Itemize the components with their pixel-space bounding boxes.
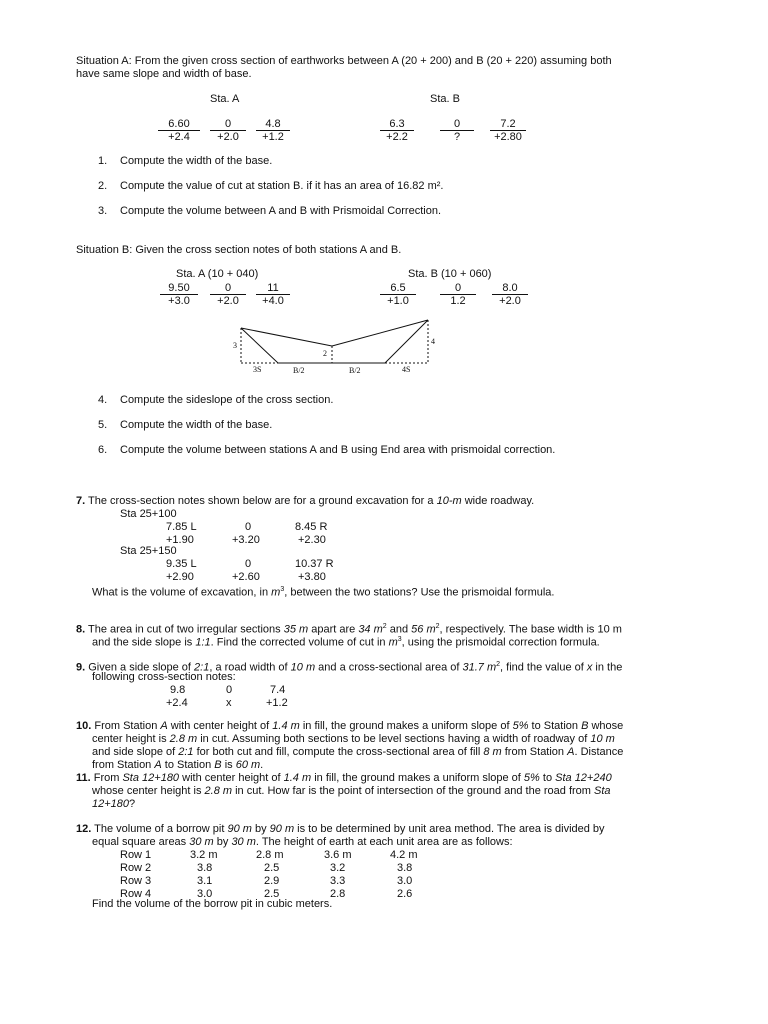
superscript: 2 bbox=[496, 661, 501, 668]
left-height-label: 3 bbox=[233, 341, 237, 350]
fraction-numerator: 6.3 bbox=[380, 118, 414, 131]
table-cell: Row 4 bbox=[120, 888, 152, 900]
fraction-numerator: 0 bbox=[440, 118, 474, 131]
text: A bbox=[160, 720, 168, 732]
question-1 bbox=[98, 155, 272, 168]
problem-10-line4 bbox=[92, 759, 263, 772]
note-cell: +2.90 bbox=[166, 571, 194, 583]
note-cell: +2.60 bbox=[232, 571, 260, 583]
text: from Station bbox=[92, 759, 155, 771]
text: in cut. How far is the point of intersection of the ground and the road from bbox=[232, 785, 595, 797]
text: , between the two stations? Use the prismoidal formula. bbox=[284, 586, 555, 599]
superscript: 3 bbox=[397, 636, 402, 643]
text: in cut. Assuming both sections to be level sections having a width of roadway of bbox=[197, 733, 591, 745]
fraction-numerator: 9.50 bbox=[160, 282, 198, 295]
roadbed-outline bbox=[241, 320, 428, 363]
text: for both cut and fill, compute the cross-sectional area of fill bbox=[193, 746, 484, 758]
note-cell: 7.85 L bbox=[166, 521, 197, 533]
text: From Station bbox=[91, 720, 161, 732]
text: , a road width of bbox=[209, 661, 291, 674]
sta-b-fraction-right bbox=[492, 282, 528, 307]
table-cell: 3.3 bbox=[330, 875, 346, 887]
fraction-denominator: +2.2 bbox=[386, 131, 408, 143]
superscript: 2 bbox=[382, 623, 387, 630]
situation-b-sta-b-label: Sta. B (10 + 060) bbox=[408, 268, 492, 280]
text: The area in cut of two irregular sections bbox=[85, 623, 284, 636]
note-cell: 7.4 bbox=[270, 684, 286, 696]
question-text: Compute the width of the base. bbox=[120, 419, 273, 431]
question-number: 5. bbox=[98, 419, 108, 431]
table-cell: 3.0 bbox=[397, 875, 413, 887]
fraction-denominator: +2.4 bbox=[168, 131, 190, 143]
text: The volume of a borrow pit bbox=[91, 823, 228, 835]
problem-number: 8. bbox=[76, 623, 86, 636]
note-cell: 8.45 R bbox=[295, 521, 328, 533]
text: , find the value of bbox=[500, 661, 587, 674]
half-base-right-label: B/2 bbox=[349, 366, 361, 375]
note-cell: +2.4 bbox=[166, 697, 188, 709]
table-cell: Row 2 bbox=[120, 862, 152, 874]
text: Sta bbox=[594, 785, 611, 797]
text: A bbox=[567, 746, 575, 758]
sta-b-fraction-left bbox=[380, 118, 414, 143]
fraction-numerator: 0 bbox=[210, 282, 246, 295]
question-text: Compute the volume between stations A and B using End area with prismoidal correction. bbox=[120, 444, 556, 456]
fraction-denominator: +2.80 bbox=[494, 131, 522, 143]
fraction-numerator: 4.8 bbox=[256, 118, 290, 131]
problem-10-line1 bbox=[76, 720, 623, 733]
table-cell: 2.6 bbox=[397, 888, 413, 900]
text: whose bbox=[588, 720, 624, 732]
note-cell: 9.35 L bbox=[166, 558, 197, 570]
text: From bbox=[90, 772, 123, 784]
problem-number: 10. bbox=[76, 720, 92, 732]
table-cell: 2.9 bbox=[264, 875, 280, 887]
table-cell: 4.2 m bbox=[390, 849, 418, 861]
text: in the bbox=[592, 661, 623, 674]
text: in fill, the ground makes a uniform slope of bbox=[311, 772, 524, 784]
situation-a-sta-a-label: Sta. A bbox=[210, 93, 240, 105]
sta-a-fraction-left bbox=[158, 118, 200, 143]
text: 1.4 m bbox=[272, 720, 300, 732]
question-text: Compute the value of cut at station B. if it has an area of 16.82 m². bbox=[120, 180, 444, 192]
problem-7-statement bbox=[76, 495, 534, 508]
fraction-numerator: 11 bbox=[256, 282, 290, 295]
text: from Station bbox=[501, 746, 568, 758]
table-cell: 3.2 bbox=[330, 862, 346, 874]
text: Given a side slope of bbox=[85, 661, 195, 674]
text: 1:1 bbox=[195, 636, 211, 649]
question-number: 3. bbox=[98, 205, 108, 217]
sta-a-fraction-left bbox=[160, 282, 198, 307]
text: to bbox=[539, 772, 556, 784]
question-5 bbox=[98, 419, 272, 432]
center-height-label: 2 bbox=[323, 349, 327, 358]
fraction-denominator: +1.2 bbox=[262, 131, 284, 143]
table-cell: 3.0 bbox=[197, 888, 213, 900]
question-4 bbox=[98, 394, 333, 407]
text: 2.8 m bbox=[204, 785, 233, 797]
text: , using the prismoidal correction formula. bbox=[401, 636, 600, 649]
text: 90 m bbox=[227, 823, 252, 835]
problem-11-line2 bbox=[92, 785, 611, 798]
problem-11-line3 bbox=[92, 798, 135, 811]
text: 56 m bbox=[411, 623, 436, 636]
problem-number: 9. bbox=[76, 661, 86, 674]
sta-b-fraction-left bbox=[380, 282, 416, 307]
text: 12+180 bbox=[92, 798, 130, 810]
problem-10-line3 bbox=[92, 746, 623, 759]
question-number: 6. bbox=[98, 444, 108, 456]
fraction-denominator: 1.2 bbox=[450, 295, 466, 307]
note-cell: x bbox=[226, 697, 232, 709]
text: 10-m bbox=[436, 495, 462, 507]
text: ? bbox=[129, 798, 136, 810]
fraction-numerator: 6.60 bbox=[158, 118, 200, 131]
text: m bbox=[271, 586, 281, 599]
text: What is the volume of excavation, in bbox=[92, 586, 272, 599]
superscript: 2 bbox=[435, 623, 440, 630]
ground-line-left bbox=[241, 328, 332, 346]
fraction-numerator: 0 bbox=[210, 118, 246, 131]
superscript: 3 bbox=[280, 586, 285, 593]
text: is to be determined by unit area method. The area is divided by bbox=[294, 823, 605, 835]
sta-a-fraction-right bbox=[256, 118, 290, 143]
text: 30 m bbox=[231, 836, 256, 848]
text: 8 m bbox=[483, 746, 502, 758]
sta-a-fraction-center bbox=[210, 282, 246, 307]
table-cell: 3.6 m bbox=[324, 849, 352, 861]
table-cell: 3.8 bbox=[197, 862, 213, 874]
text: m bbox=[388, 636, 398, 649]
text: 5% bbox=[512, 720, 529, 732]
text: with center height of bbox=[167, 720, 273, 732]
question-6 bbox=[98, 444, 555, 457]
problem-9-line2: following cross-section notes: bbox=[92, 671, 236, 683]
table-cell: 2.8 m bbox=[256, 849, 284, 861]
question-number: 1. bbox=[98, 155, 108, 167]
question-text: Compute the sideslope of the cross section. bbox=[120, 394, 334, 406]
note-cell: 9.8 bbox=[170, 684, 186, 696]
right-slope-label: 4S bbox=[402, 365, 411, 374]
table-cell: Row 3 bbox=[120, 875, 152, 887]
fraction-numerator: 6.5 bbox=[380, 282, 416, 295]
cross-section-diagram bbox=[228, 316, 440, 380]
station-label: Sta 25+100 bbox=[120, 508, 177, 520]
question-text: Compute the width of the base. bbox=[120, 155, 273, 167]
problem-12-line1 bbox=[76, 823, 605, 836]
text: 90 m bbox=[269, 823, 295, 835]
note-cell: +2.30 bbox=[298, 534, 326, 546]
problem-number: 11. bbox=[76, 772, 91, 784]
text: . The height of earth at each unit area are as follows: bbox=[255, 836, 513, 848]
text: 35 m bbox=[283, 623, 309, 636]
text: . Distance bbox=[574, 746, 624, 758]
note-cell: 0 bbox=[245, 521, 252, 533]
note-cell: 0 bbox=[226, 684, 233, 696]
note-cell: +3.80 bbox=[298, 571, 326, 583]
half-base-left-label: B/2 bbox=[293, 366, 305, 375]
text: . Find the corrected volume of cut in bbox=[210, 636, 389, 649]
situation-b-sta-a-label: Sta. A (10 + 040) bbox=[176, 268, 259, 280]
problem-7-question bbox=[92, 583, 554, 600]
situation-a-intro-line2: have same slope and width of base. bbox=[76, 68, 252, 80]
table-cell: 2.8 bbox=[330, 888, 346, 900]
sta-b-fraction-right bbox=[490, 118, 526, 143]
text: equal square areas bbox=[92, 836, 190, 848]
fraction-denominator: +1.0 bbox=[387, 295, 409, 307]
text: 60 m bbox=[235, 759, 261, 771]
text: by bbox=[213, 836, 232, 848]
table-cell: 2.5 bbox=[264, 862, 280, 874]
text: 10 m bbox=[290, 661, 316, 674]
text: to Station bbox=[161, 759, 215, 771]
question-text: Compute the volume between A and B with Prismoidal Correction. bbox=[120, 205, 441, 217]
question-number: 4. bbox=[98, 394, 108, 406]
question-3 bbox=[98, 205, 441, 218]
ground-line-right bbox=[332, 320, 428, 346]
table-cell: Row 1 bbox=[120, 849, 152, 861]
text: with center height of bbox=[179, 772, 284, 784]
text: 10 m bbox=[590, 733, 615, 745]
table-cell: 3.8 bbox=[397, 862, 413, 874]
text: 2:1 bbox=[178, 746, 194, 758]
text: 31.7 m bbox=[462, 661, 497, 674]
situation-b-intro: Situation B: Given the cross section notes of both stations A and B. bbox=[76, 244, 402, 256]
problem-number: 12. bbox=[76, 823, 92, 835]
text: and a cross-sectional area of bbox=[315, 661, 463, 674]
text: A bbox=[154, 759, 162, 771]
text: whose center height is bbox=[92, 785, 205, 797]
fraction-denominator: +4.0 bbox=[262, 295, 284, 307]
note-cell: 0 bbox=[245, 558, 252, 570]
sta-a-fraction-center bbox=[210, 118, 246, 143]
sta-b-fraction-center bbox=[440, 282, 476, 307]
text: apart are bbox=[308, 623, 359, 636]
text: is bbox=[221, 759, 236, 771]
question-2 bbox=[98, 180, 443, 193]
text: in fill, the ground makes a uniform slope of bbox=[299, 720, 513, 732]
table-cell: 3.2 m bbox=[190, 849, 218, 861]
problem-10-line2 bbox=[92, 733, 615, 746]
text: . bbox=[260, 759, 264, 771]
text: 2.8 m bbox=[169, 733, 198, 745]
text: by bbox=[251, 823, 270, 835]
note-cell: 10.37 R bbox=[295, 558, 334, 570]
text: center height is bbox=[92, 733, 170, 745]
fraction-denominator: +2.0 bbox=[217, 295, 239, 307]
question-number: 2. bbox=[98, 180, 108, 192]
text: , respectively. The base width is 10 m bbox=[439, 623, 622, 636]
text: and bbox=[386, 623, 412, 636]
problem-11-line1 bbox=[76, 772, 612, 785]
text: 1.4 m bbox=[283, 772, 312, 784]
fraction-denominator: +3.0 bbox=[168, 295, 190, 307]
text: B bbox=[214, 759, 222, 771]
right-height-label: 4 bbox=[431, 337, 435, 346]
fraction-denominator: +2.0 bbox=[499, 295, 521, 307]
situation-a-intro-line1: Situation A: From the given cross section of earthworks between A (20 + 200) and B (20 + 220) assuming both bbox=[76, 55, 612, 67]
sta-a-fraction-right bbox=[256, 282, 290, 307]
fraction-denominator: +2.0 bbox=[217, 131, 239, 143]
text: 30 m bbox=[189, 836, 214, 848]
problem-8-line2 bbox=[92, 633, 600, 650]
text: wide roadway. bbox=[461, 495, 535, 507]
note-cell: +1.2 bbox=[266, 697, 288, 709]
station-label: Sta 25+150 bbox=[120, 545, 177, 557]
text: The cross-section notes shown below are for a ground excavation for a bbox=[85, 495, 437, 507]
note-cell: +1.90 bbox=[166, 534, 194, 546]
fraction-numerator: 7.2 bbox=[490, 118, 526, 131]
text: 2:1 bbox=[194, 661, 210, 674]
left-slope-label: 3S bbox=[253, 365, 262, 374]
problem-number: 7. bbox=[76, 495, 86, 507]
situation-a-sta-b-label: Sta. B bbox=[430, 93, 460, 105]
text: 34 m bbox=[358, 623, 383, 636]
text: and side slope of bbox=[92, 746, 179, 758]
fraction-numerator: 0 bbox=[440, 282, 476, 295]
text: Sta 12+240 bbox=[555, 772, 612, 784]
text: and the side slope is bbox=[92, 636, 196, 649]
table-cell: 3.1 bbox=[197, 875, 213, 887]
problem-12-question: Find the volume of the borrow pit in cubic meters. bbox=[92, 898, 333, 910]
note-cell: +3.20 bbox=[232, 534, 260, 546]
text: x bbox=[586, 661, 593, 674]
text: 5% bbox=[523, 772, 540, 784]
text: Sta 12+180 bbox=[122, 772, 180, 784]
fraction-denominator: ? bbox=[453, 131, 461, 143]
text: to Station bbox=[528, 720, 582, 732]
text: B bbox=[581, 720, 589, 732]
sta-b-fraction-center bbox=[440, 118, 474, 143]
table-cell: 2.5 bbox=[264, 888, 280, 900]
fraction-numerator: 8.0 bbox=[492, 282, 528, 295]
problem-12-line2 bbox=[92, 836, 513, 849]
